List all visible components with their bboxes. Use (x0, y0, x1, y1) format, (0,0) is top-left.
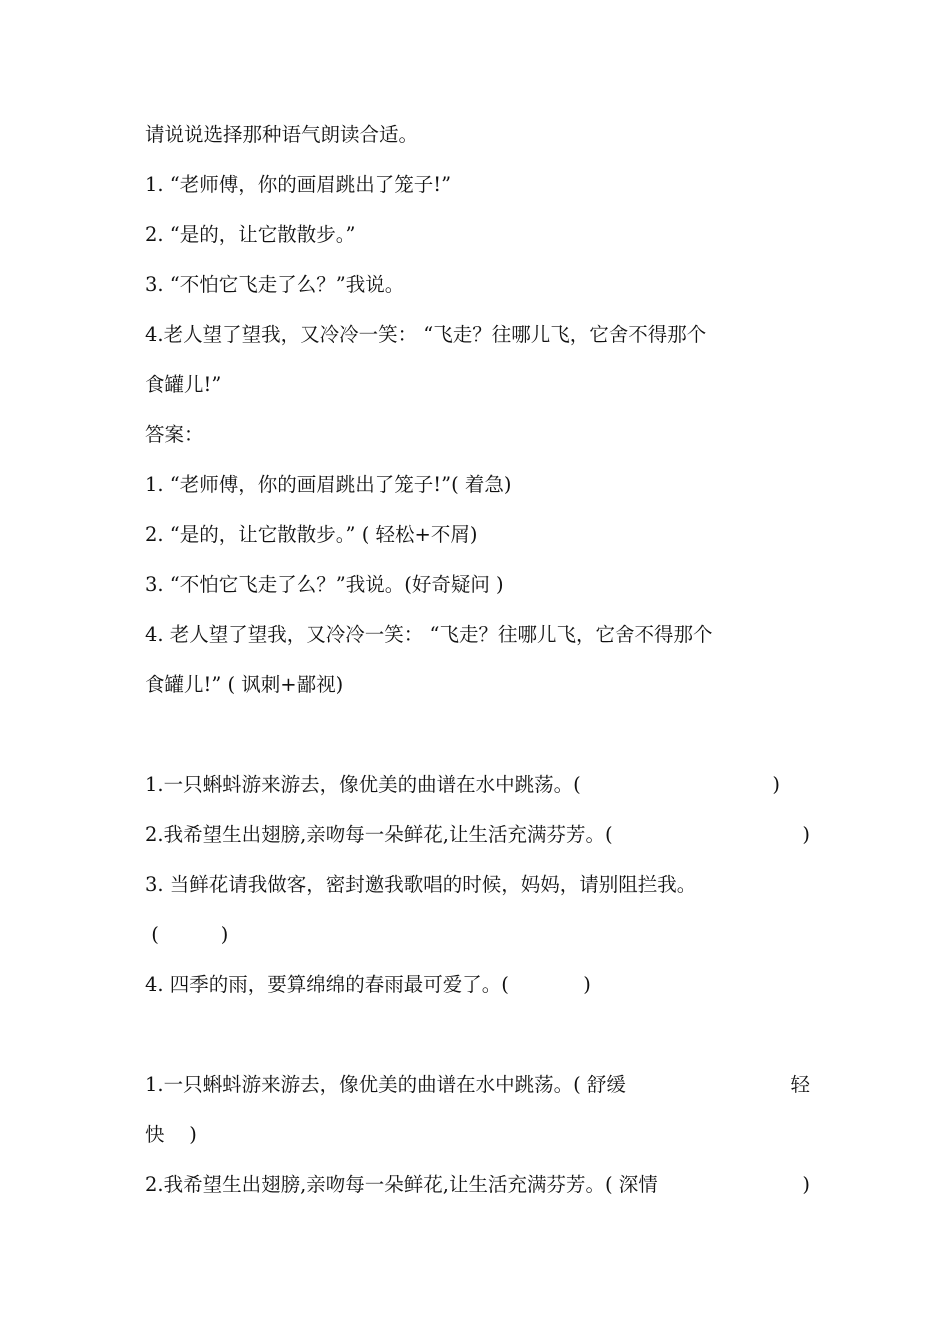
answer-4-line-2: 食罐儿!” ( 讽刺+鄙视) (145, 673, 344, 696)
question-3: 3. “不怕它飞走了么？”我说。 (145, 273, 405, 296)
exercise-2-close: ) (802, 823, 810, 846)
answer-label: 答案： (145, 423, 204, 446)
exercise-answer-1-end: 轻 (790, 1073, 810, 1096)
question-2: 2. “是的，让它散散步。” (145, 223, 356, 246)
exercise-1 (145, 760, 810, 810)
answer-1: 1. “老师傅，你的画眉跳出了笼子!”( 着急) (145, 473, 512, 496)
exercise-answer-1-line-2: 快 ) (145, 1123, 197, 1146)
question-4-line-2: 食罐儿!” (145, 373, 222, 396)
section-spacer (145, 710, 810, 760)
exercise-3-line-2: ( ) (145, 923, 229, 946)
exercise-answer-2-close: ) (802, 1173, 810, 1196)
exercise-answer-1-text: 1.一只蝌蚪游来游去，像优美的曲谱在水中跳荡。( 舒缓 (145, 1073, 626, 1096)
answer-3: 3. “不怕它飞走了么？”我说。(好奇疑问 ) (145, 573, 504, 596)
intro-question: 请说说选择那种语气朗读合适。 (145, 123, 419, 146)
document-page (145, 110, 810, 1210)
answer-4-line-1: 4. 老人望了望我，又冷冷一笑： “飞走？往哪儿飞，它舍不得那个 (145, 623, 713, 646)
exercise-1-close: ) (772, 773, 780, 796)
answer-2: 2. “是的，让它散散步。” ( 轻松+不屑) (145, 523, 478, 546)
question-1: 1. “老师傅，你的画眉跳出了笼子!” (145, 173, 452, 196)
question-4-line-1: 4.老人望了望我，又冷冷一笑： “飞走？往哪儿飞，它舍不得那个 (145, 323, 707, 346)
exercise-answer-1 (145, 1060, 810, 1110)
exercise-4: 4. 四季的雨，要算绵绵的春雨最可爱了。( ) (145, 973, 591, 996)
section-spacer-2 (145, 1010, 810, 1060)
exercise-answer-2 (145, 1160, 810, 1210)
exercise-answer-2-text: 2.我希望生出翅膀,亲吻每一朵鲜花,让生活充满芬芳。( 深情 (145, 1173, 658, 1196)
exercise-1-text: 1.一只蝌蚪游来游去，像优美的曲谱在水中跳荡。( (145, 773, 581, 796)
exercise-3-line-1: 3. 当鲜花请我做客，密封邀我歌唱的时候，妈妈，请别阻拦我。 (145, 873, 697, 896)
exercise-2-text: 2.我希望生出翅膀,亲吻每一朵鲜花,让生活充满芬芳。( (145, 823, 613, 846)
exercise-2 (145, 810, 810, 860)
